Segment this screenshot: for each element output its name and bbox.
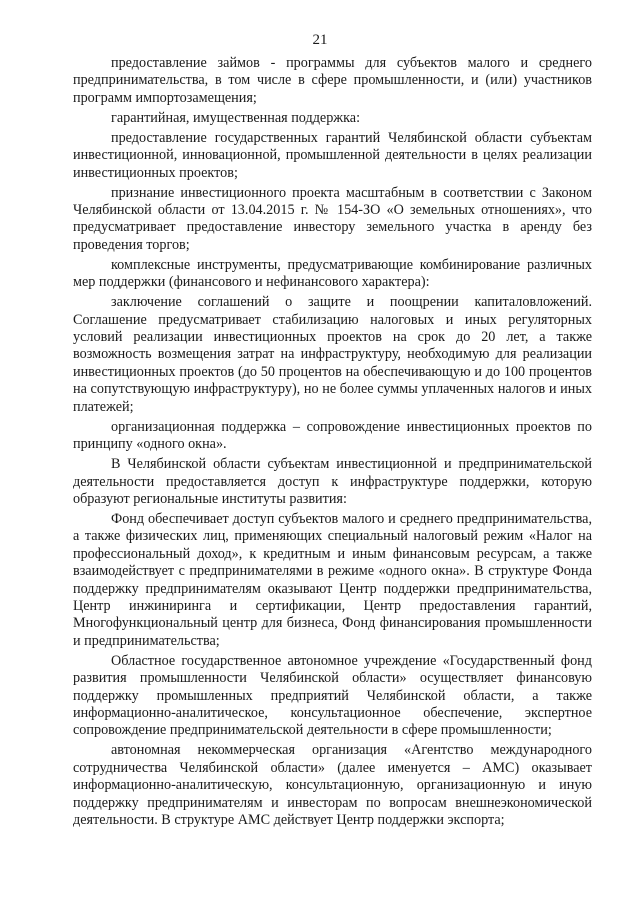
- paragraph-large-scale-project: признание инвестиционного проекта масштабным в соответствии с Законом Челябинской области от 13.04.2015 г. № 154-ЗО «О земельных отношениях», что предусматривает предоставление инвестору земельного участка в аренду без проведения торгов;: [73, 184, 592, 253]
- paragraph-organizational-support: организационная поддержка – сопровождение инвестиционных проектов по принципу «одного окна».: [73, 418, 592, 453]
- paragraph-infrastructure-access: В Челябинской области субъектам инвестиционной и предпринимательской деятельности предоставляется доступ к инфраструктуре поддержки, которую образуют региональные институты развития:: [73, 456, 592, 507]
- paragraph-investment-agreements: заключение соглашений о защите и поощрении капиталовложений. Соглашение предусматривает стабилизацию налоговых и иных регуляторных условий реализации инвестиционных проектов на срок до 20 лет, а также возможность возмещения затрат на инфраструктуру, необходимую для реализации инвестиционных проектов (до 50 процентов на обеспечивающую и до 100 процентов на сопутствующую инфраструктуру), но не более суммы уплаченных налогов и иных платежей;: [73, 294, 592, 415]
- paragraph-loans: предоставление займов - программы для субъектов малого и среднего предпринимательства, в том числе в сфере промышленности, и (или) участников программ импортозамещения;: [73, 55, 592, 106]
- paragraph-complex-tools: комплексные инструменты, предусматривающие комбинирование различных мер поддержки (финансового и нефинансового характера):: [73, 256, 592, 291]
- paragraph-guarantee-support: гарантийная, имущественная поддержка:: [111, 109, 361, 126]
- paragraph-fund: Фонд обеспечивает доступ субъектов малого и среднего предпринимательства, а также физических лиц, применяющих специальный налоговый режим «Налог на профессиональный доход», к кредитным и иным финансовым ресурсам, а также взаимодействует с предпринимателями в режиме «одного окна». В структуре Фонда поддержку предпринимателям оказывают Центр поддержки предпринимательства, Центр инжиниринга и сертификации, Центр предоставления гарантий, Многофункциональный центр для бизнеса, Фонд финансирования промышленности и предпринимательства;: [73, 510, 592, 649]
- paragraph-ams-agency: автономная некоммерческая организация «Агентство международного сотрудничества Челябинской области» (далее именуется – АМС) оказывает информационно-аналитическую, консультационную, организационную и иную поддержку предпринимателям и инвесторам по вопросам внешнеэкономической деятельности. В структуре АМС действует Центр поддержки экспорта;: [73, 742, 592, 828]
- paragraph-industry-development-fund: Областное государственное автономное учреждение «Государственный фонд развития промышленности Челябинской области» осуществляет финансовую поддержку промышленных предприятий Челябинской области, а также информационно-аналитическое, консультационное обеспечение, экспертное сопровождение предпринимательской деятельности в сфере промышленности;: [73, 652, 592, 739]
- body-text: [73, 55, 592, 832]
- page-number: 21: [312, 32, 328, 48]
- paragraph-state-guarantees: предоставление государственных гарантий Челябинской области субъектам инвестиционной, инновационной, промышленной деятельности в целях реализации инвестиционных проектов;: [73, 129, 592, 181]
